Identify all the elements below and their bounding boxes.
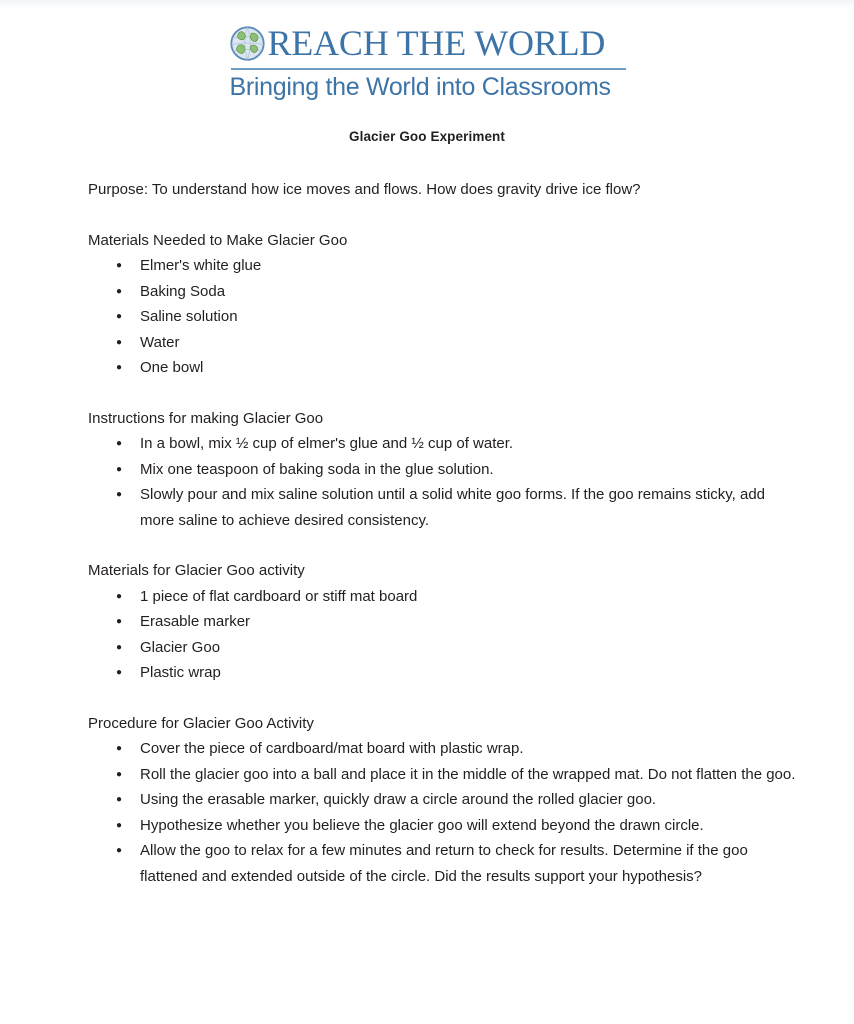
list-item: ● Allow the goo to relax for a few minutes and return to check for results. Determine if the goo flattened and extended outside of the circle. Did the results support your hypothesis? — [88, 838, 800, 889]
list-item: ● Cover the piece of cardboard/mat board with plastic wrap. — [88, 736, 800, 762]
list-item: ● Glacier Goo — [88, 635, 800, 661]
section-list — [88, 736, 800, 889]
list-item: ● Erasable marker — [88, 609, 800, 635]
list-item: ● 1 piece of flat cardboard or stiff mat board — [88, 584, 800, 610]
list-item: ● Slowly pour and mix saline solution until a solid white goo forms. If the goo remains sticky, add more saline to achieve desired consistency. — [88, 482, 800, 533]
list-item: ● Saline solution — [88, 304, 800, 330]
logo-tagline: Bringing the World into Classrooms — [229, 73, 611, 101]
globe-icon — [229, 25, 266, 62]
list-item: ● Baking Soda — [88, 279, 800, 305]
purpose-paragraph: Purpose: To understand how ice moves and flows. How does gravity drive ice flow? — [88, 181, 641, 198]
section-list — [88, 584, 800, 686]
list-item: ● Roll the glacier goo into a ball and place it in the middle of the wrapped mat. Do not flatten the goo. — [88, 762, 800, 788]
section-materials-make — [88, 228, 800, 381]
logo-title-row — [229, 23, 626, 63]
document-page — [0, 9, 854, 1024]
document-content — [0, 177, 854, 889]
list-item: ● Plastic wrap — [88, 660, 800, 686]
organization-logo — [0, 9, 854, 102]
section-instructions — [88, 406, 800, 534]
section-list — [88, 253, 800, 381]
section-list — [88, 431, 800, 533]
list-item: ● One bowl — [88, 355, 800, 381]
list-item: ● Mix one teaspoon of baking soda in the glue solution. — [88, 457, 800, 483]
section-heading: Materials for Glacier Goo activity — [88, 562, 305, 579]
top-gradient-band — [0, 0, 854, 9]
list-item: ● In a bowl, mix ½ cup of elmer's glue and ½ cup of water. — [88, 431, 800, 457]
list-item: ● Water — [88, 330, 800, 356]
page-title: Glacier Goo Experiment — [349, 129, 505, 144]
section-heading: Procedure for Glacier Goo Activity — [88, 714, 314, 732]
section-procedure — [88, 711, 800, 890]
section-heading: Materials Needed to Make Glacier Goo — [88, 231, 348, 249]
section-heading: Instructions for making Glacier Goo — [88, 409, 324, 427]
list-item: ● Elmer's white glue — [88, 253, 800, 279]
list-item: ● Using the erasable marker, quickly draw a circle around the rolled glacier goo. — [88, 787, 800, 813]
logo-divider — [231, 68, 626, 70]
logo-title: REACH THE WORLD — [267, 23, 606, 63]
section-materials-activity — [88, 558, 800, 686]
list-item: ● Hypothesize whether you believe the glacier goo will extend beyond the drawn circle. — [88, 813, 800, 839]
